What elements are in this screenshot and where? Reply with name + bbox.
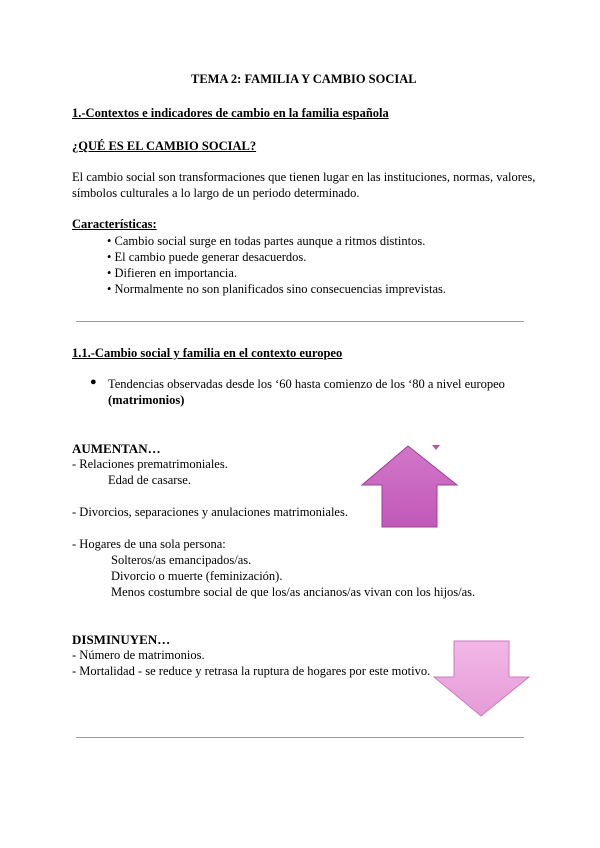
characteristics-heading: Características: bbox=[72, 217, 157, 231]
characteristic-item: • El cambio puede generar desacuerdos. bbox=[107, 250, 307, 264]
definition-line-1: El cambio social son transformaciones que tienen lugar en las instituciones, normas, valores, bbox=[72, 170, 536, 184]
increase-line: Menos costumbre social de que los/as ancianos/as vivan con los hijos/as. bbox=[111, 585, 476, 599]
decrease-line: - Mortalidad - se reduce y retrasa la ruptura de hogares por este motivo. bbox=[72, 664, 431, 678]
definition-line-2: símbolos culturales a lo largo de un periodo determinado. bbox=[72, 186, 360, 200]
increase-line: - Divorcios, separaciones y anulaciones matrimoniales. bbox=[72, 505, 348, 519]
page-title: TEMA 2: FAMILIA Y CAMBIO SOCIAL bbox=[191, 72, 417, 86]
increase-line: Edad de casarse. bbox=[108, 473, 191, 487]
increase-line: - Relaciones prematrimoniales. bbox=[72, 457, 228, 471]
divider-1 bbox=[76, 321, 524, 322]
increase-line: Divorcio o muerte (feminización). bbox=[111, 569, 283, 583]
increase-line: - Hogares de una sola persona: bbox=[72, 537, 226, 551]
decrease-line: - Número de matrimonios. bbox=[72, 648, 205, 662]
characteristic-item: • Normalmente no son planificados sino consecuencias imprevistas. bbox=[107, 282, 447, 296]
decrease-heading: DISMINUYEN… bbox=[72, 632, 171, 647]
trends-text: Tendencias observadas desde los ‘60 hasta comienzo de los ‘80 a nivel europeo bbox=[108, 377, 505, 391]
characteristic-item: • Cambio social surge en todas partes aunque a ritmos distintos. bbox=[107, 234, 426, 248]
characteristics-list bbox=[107, 233, 446, 297]
section-heading-contextos: 1.-Contextos e indicadores de cambio en la familia española bbox=[72, 106, 389, 120]
small-arrow-icon bbox=[431, 444, 441, 452]
increase-heading: AUMENTAN… bbox=[72, 441, 161, 456]
characteristic-item: • Difieren en importancia. bbox=[107, 266, 238, 280]
question-heading: ¿QUÉ ES EL CAMBIO SOCIAL? bbox=[72, 139, 257, 153]
arrow-up-icon bbox=[360, 444, 460, 529]
increase-line: Solteros/as emancipados/as. bbox=[111, 553, 252, 567]
bullet-dot: ● bbox=[90, 376, 97, 388]
arrow-down-icon bbox=[432, 639, 532, 719]
section-heading-europeo: 1.1.-Cambio social y familia en el contexto europeo bbox=[72, 346, 343, 360]
divider-2 bbox=[76, 737, 524, 738]
trends-bold: (matrimonios) bbox=[108, 393, 185, 407]
